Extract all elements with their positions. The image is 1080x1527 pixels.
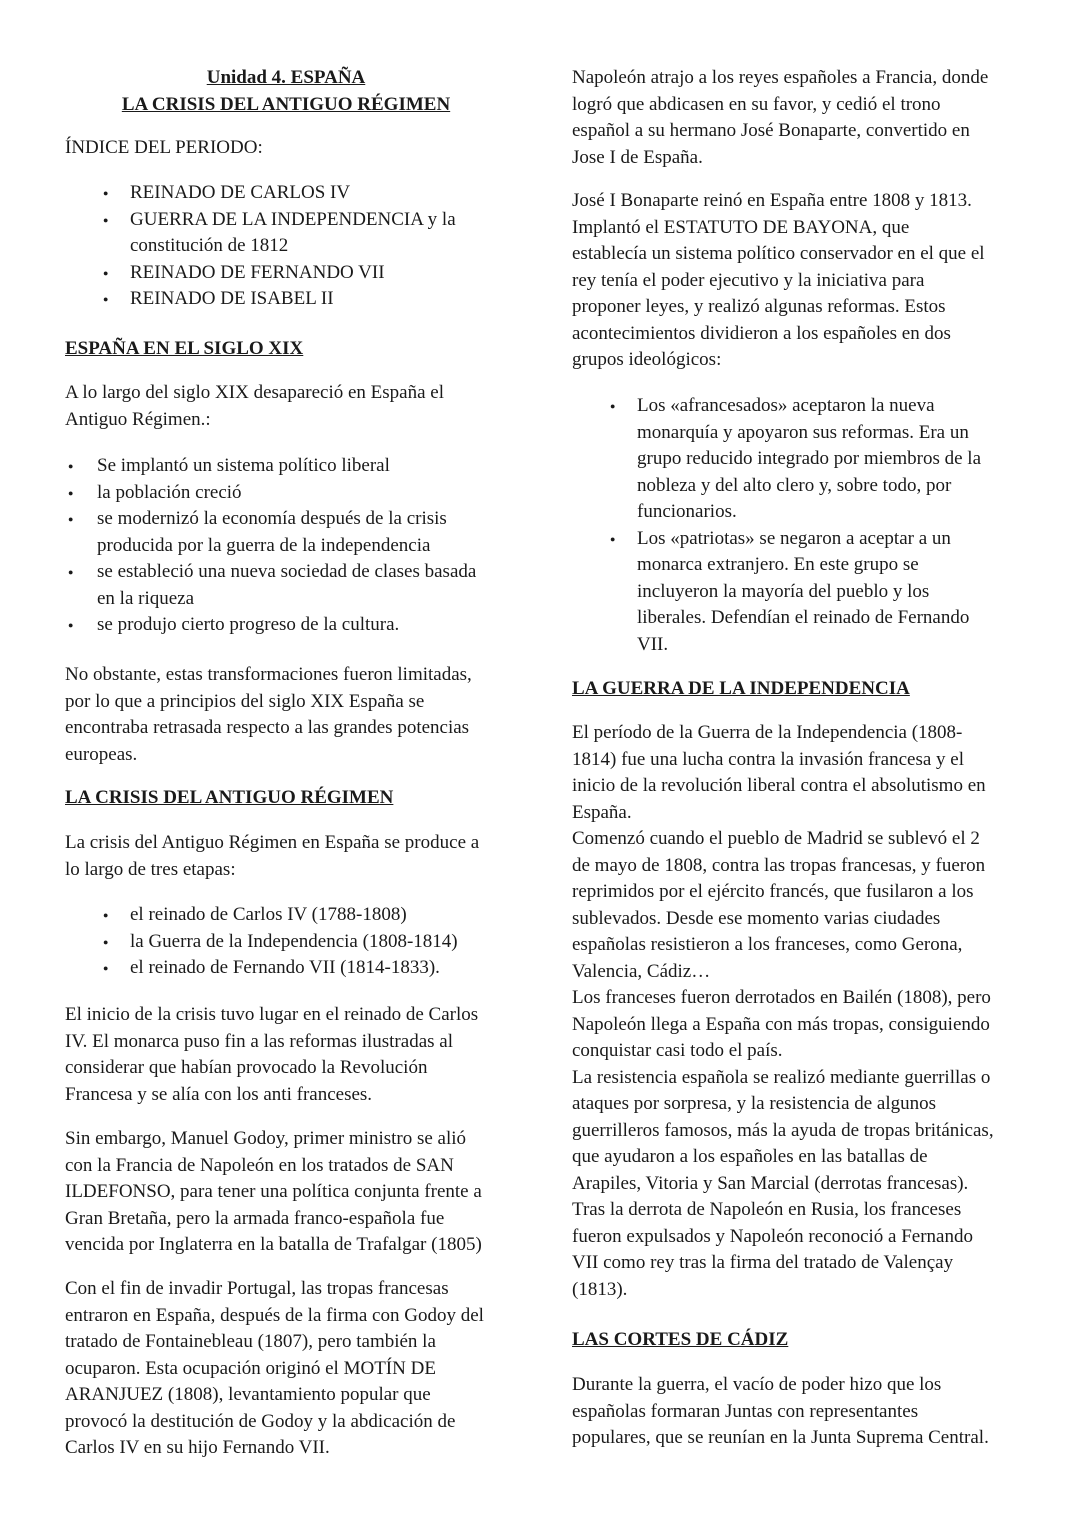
text-line: ILDEFONSO, para tener una política conjunta frente a	[65, 1181, 482, 1202]
bullet-icon: ●	[68, 487, 74, 498]
text-line: A lo largo del siglo XIX desapareció en España el	[65, 382, 445, 403]
text-line: Napoleón llega a España con más tropas, consiguiendo	[572, 1013, 990, 1035]
text-line: se estableció una nueva sociedad de clases basada	[97, 561, 477, 582]
list-item	[65, 180, 515, 207]
text-line: fueron expulsados y Napoleón reconoció a Fernando	[572, 1225, 973, 1247]
list-item	[572, 526, 1027, 659]
text-line: No obstante, estas transformaciones fueron limitadas,	[65, 664, 472, 685]
list-item	[65, 506, 515, 559]
crisis-stages-list	[65, 902, 515, 982]
document-title	[65, 65, 507, 118]
text-line: españolas formaran Juntas con representantes	[572, 1400, 919, 1422]
text-line: Antiguo Régimen.:	[65, 408, 211, 430]
text-line: Sin embargo, Manuel Godoy, primer ministro se alió	[65, 1128, 467, 1149]
text-line: Se implantó un sistema político liberal	[97, 455, 390, 476]
text-line: IV. El monarca puso fin a las reformas ilustradas al	[65, 1030, 453, 1052]
paragraph-no-obstante	[65, 662, 515, 768]
text-line: Arapiles, Vitoria y San Marcial (derrotas francesas).	[572, 1172, 969, 1194]
text-line: ARANJUEZ (1808), levantamiento popular que	[65, 1384, 431, 1405]
text-line: provocó la destitución de Godoy y la abdicación de	[65, 1410, 456, 1432]
text-line: tratado de Fontainebleau (1807), pero también la	[65, 1331, 436, 1352]
text-line: constitución de 1812	[130, 235, 289, 256]
bullet-icon: ●	[103, 294, 109, 304]
text-line: encontraba retrasada respecto a las grandes potencias	[65, 717, 470, 738]
text-line: se produjo cierto progreso de la cultura.	[97, 614, 400, 635]
text-line: producida por la guerra de la independencia	[97, 534, 431, 556]
text-line: acontecimientos dividieron a los españoles en dos	[572, 322, 951, 344]
text-line: La crisis del Antiguo Régimen en España se produce a	[65, 832, 480, 853]
list-item	[65, 480, 515, 507]
text-line: español a su hermano José Bonaparte, convertido en	[572, 120, 970, 141]
text-line: 1814) fue una lucha contra la invasión francesa y el	[572, 748, 964, 770]
text-line: Napoleón atrajo a los reyes españoles a Francia, donde	[572, 67, 989, 88]
text-line: El inicio de la crisis tuvo lugar en el reinado de Carlos	[65, 1004, 479, 1025]
text-line: REINADO DE FERNANDO VII	[130, 261, 385, 283]
title-line-2: LA CRISIS DEL ANTIGUO RÉGIMEN	[121, 93, 451, 115]
bullet-icon: ●	[68, 514, 74, 524]
list-item	[65, 929, 515, 956]
text-line: ataques por sorpresa, y la resistencia de algunos	[572, 1093, 937, 1114]
text-line: inicio de la revolución liberal contra el absolutismo en	[572, 775, 986, 796]
paragraph-portugal	[65, 1276, 515, 1462]
text-line: REINADO DE ISABEL II	[130, 288, 334, 309]
list-item	[65, 207, 515, 260]
text-line: guerrilleros famosos, más la ayuda de tropas británicas,	[572, 1119, 994, 1141]
text-line: europeas.	[65, 743, 138, 765]
text-line: monarquía y apoyaron sus reformas. Era un	[637, 421, 969, 443]
text-line: de mayo de 1808, contra las tropas francesas, y fueron	[572, 854, 986, 876]
list-item	[65, 286, 515, 313]
list-item	[572, 393, 1027, 526]
list-item	[65, 902, 515, 929]
text-line: Carlos IV en su hijo Fernando VII.	[65, 1437, 330, 1458]
text-line: Valencia, Cádiz…	[572, 960, 711, 982]
text-line: la Guerra de la Independencia (1808-1814)	[130, 930, 458, 952]
text-line: rey tenía el poder ejecutivo y la iniciativa para	[572, 269, 925, 291]
text-line: el reinado de Fernando VII (1814-1833).	[130, 957, 440, 978]
text-line: sublevados. Desde ese momento varias ciudades	[572, 907, 941, 929]
index-list	[65, 180, 515, 313]
bullet-icon: ●	[103, 963, 109, 973]
text-line: incluyeron la mayoría del pueblo y los	[637, 580, 930, 602]
text-line: Tras la derrota de Napoleón en Rusia, los franceses	[572, 1199, 962, 1220]
text-line: se modernizó la economía después de la crisis	[97, 508, 447, 529]
paragraph-godoy	[65, 1126, 515, 1259]
bullet-icon: ●	[103, 936, 109, 947]
text-line: proponer leyes, y realizó algunas reformas. Estos	[572, 296, 946, 317]
text-line: Los franceses fueron derrotados en Bailén (1808), pero	[572, 987, 991, 1008]
title-line-1: Unidad 4. ESPAÑA	[206, 67, 366, 88]
bullet-icon: ●	[610, 533, 616, 544]
text-line: Gran Bretaña, pero la armada franco-española fue	[65, 1207, 445, 1229]
bullet-icon: ●	[610, 401, 616, 411]
text-line: populares, que se reunían en la Junta Suprema Central.	[572, 1427, 989, 1448]
bullet-icon: ●	[68, 620, 74, 630]
paragraph-jose	[572, 188, 1027, 374]
text-line: (1813).	[572, 1278, 628, 1300]
text-line: lo largo de tres etapas:	[65, 858, 236, 880]
text-line: Jose I de España.	[572, 146, 703, 168]
text-line: la población creció	[97, 481, 242, 503]
groups-list	[572, 393, 1027, 658]
text-line: españolas resistieron a los franceses, como Gerona,	[572, 934, 963, 955]
text-line: España.	[572, 801, 632, 823]
text-line: entraron en España, después de la firma con Godoy del	[65, 1304, 484, 1326]
paragraph-siglo	[65, 380, 515, 433]
heading-crisis: LA CRISIS DEL ANTIGUO RÉGIMEN	[65, 787, 394, 808]
bullet-icon: ●	[103, 188, 109, 198]
text-line: por lo que a principios del siglo XIX España se	[65, 690, 425, 712]
text-line: liberales. Defendían el reinado de Fernando	[637, 607, 970, 628]
text-line: grupo reducido integrado por miembros de la	[637, 448, 982, 469]
text-line: con la Francia de Napoleón en los tratados de SAN	[65, 1154, 454, 1176]
text-line: Durante la guerra, el vacío de poder hizo que los	[572, 1374, 942, 1395]
text-line: VII.	[637, 633, 669, 655]
text-line: que ayudaron a los españoles en las batallas de	[572, 1146, 928, 1167]
bullet-icon: ●	[103, 267, 109, 278]
text-line: Implantó el ESTATUTO DE BAYONA, que	[572, 216, 910, 238]
siglo-list	[65, 453, 515, 639]
text-line: reprimidos por el ejército francés, que fusilaron a los	[572, 881, 974, 902]
text-line: GUERRA DE LA INDEPENDENCIA y la	[130, 208, 456, 230]
text-line: Con el fin de invadir Portugal, las tropas francesas	[65, 1278, 449, 1299]
bullet-icon: ●	[103, 910, 109, 920]
text-line: nobleza y del alto clero y, sobre todo, por	[637, 474, 952, 496]
paragraph-napoleon	[572, 65, 1027, 171]
bullet-icon: ●	[68, 461, 74, 471]
index-label: ÍNDICE DEL PERIODO:	[65, 137, 263, 158]
paragraph-crisis	[65, 830, 515, 883]
text-line: Comenzó cuando el pueblo de Madrid se sublevó el 2	[572, 828, 980, 849]
heading-espana-siglo-xix: ESPAÑA EN EL SIGLO XIX	[65, 338, 304, 359]
text-line: en la riqueza	[97, 587, 195, 609]
text-line: ocuparon. Esta ocupación originó el MOTÍN DE	[65, 1357, 436, 1379]
text-line: José I Bonaparte reinó en España entre 1808 y 1813.	[572, 190, 972, 211]
text-line: REINADO DE CARLOS IV	[130, 182, 351, 203]
text-line: grupos ideológicos:	[572, 349, 722, 370]
list-item	[65, 260, 515, 287]
text-line: El período de la Guerra de la Independencia (1808-	[572, 722, 963, 743]
text-line: establecía un sistema político conservador en el que el	[572, 243, 985, 264]
list-item	[65, 612, 515, 639]
text-line: conquistar casi todo el país.	[572, 1040, 783, 1061]
paragraph-inicio	[65, 1002, 515, 1108]
heading-guerra: LA GUERRA DE LA INDEPENDENCIA	[572, 678, 910, 699]
text-line: Los «afrancesados» aceptaron la nueva	[637, 395, 935, 416]
text-line: Francesa y se alía con los anti franceses.	[65, 1083, 373, 1105]
bullet-icon: ●	[68, 567, 74, 577]
list-item	[65, 955, 515, 982]
heading-cortes: LAS CORTES DE CÁDIZ	[572, 1329, 789, 1350]
list-item	[65, 559, 515, 612]
text-line: VII como rey tras la firma del tratado de Valençay	[572, 1252, 954, 1273]
text-line: monarca extranjero. En este grupo se	[637, 554, 919, 575]
text-line: considerar que habían provocado la Revolución	[65, 1057, 428, 1078]
text-line: el reinado de Carlos IV (1788-1808)	[130, 904, 407, 925]
text-line: Los «patriotas» se negaron a aceptar a un	[637, 527, 951, 549]
bullet-icon: ●	[103, 214, 109, 225]
list-item	[65, 453, 515, 480]
text-line: funcionarios.	[637, 501, 737, 522]
text-line: logró que abdicasen en su favor, y cedió el trono	[572, 93, 941, 115]
paragraph-guerra	[572, 720, 1027, 1303]
text-line: La resistencia española se realizó mediante guerrillas o	[572, 1066, 991, 1088]
paragraph-cortes	[572, 1372, 1027, 1452]
text-line: vencida por Inglaterra en la batalla de Trafalgar (1805)	[65, 1234, 482, 1255]
